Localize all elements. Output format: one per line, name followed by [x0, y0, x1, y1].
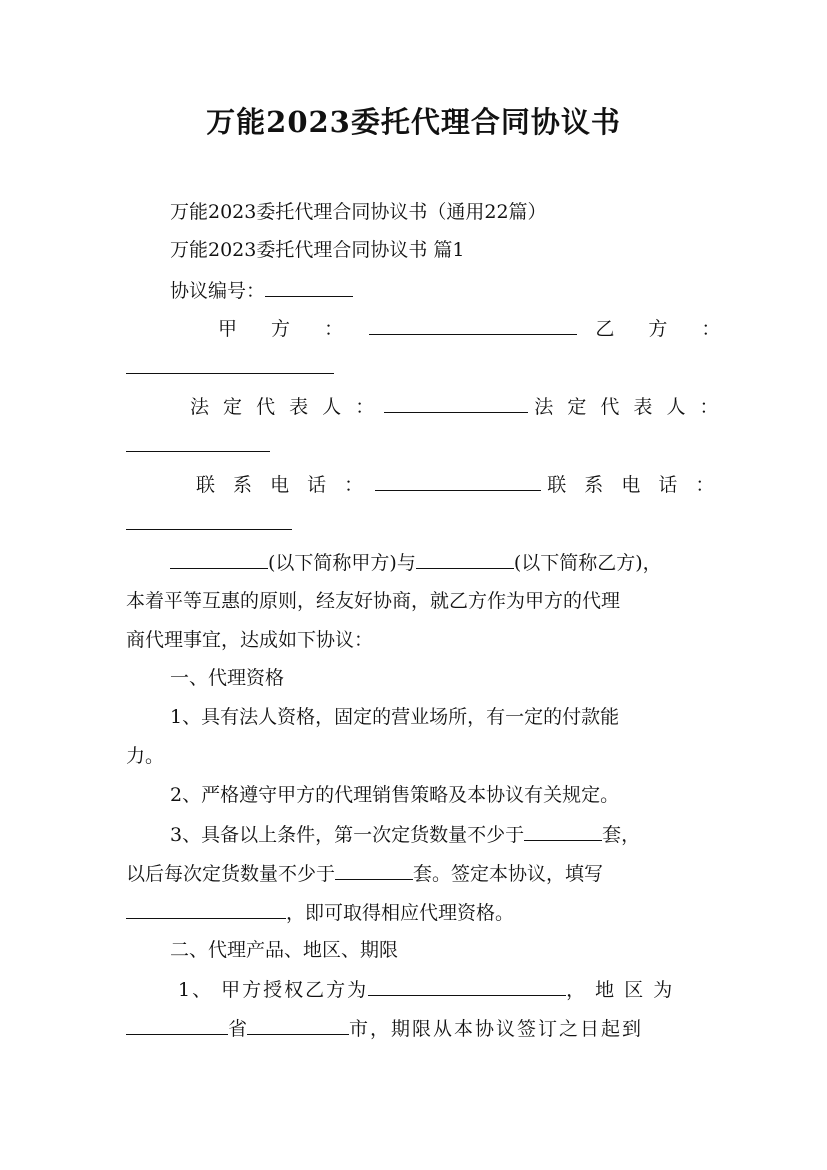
document-title: 万能2023委托代理合同协议书 [206, 105, 621, 139]
province-label: 省 [228, 1018, 248, 1040]
s2-item1-text-b: ， 地 区 为 [566, 979, 675, 1001]
phone-b-blank-row [126, 509, 292, 538]
p1-text-b: (以下简称乙方)， [513, 552, 662, 574]
agreement-no-row [170, 276, 353, 305]
s1-item2: 2、严格遵守甲方的代理销售策略及本协议有关规定。 [170, 784, 620, 806]
legal-rep-b-label: 法 定 代 表 人 ： [534, 396, 723, 418]
legal-rep-a-blank [384, 392, 528, 413]
party-a-label: 甲 方 ： [218, 318, 358, 340]
agent-type-blank [368, 975, 566, 996]
party-a-name-blank [170, 548, 268, 569]
s2-item1-line2-text: 市，期限从本协议签订之日起到 [349, 1018, 644, 1040]
s1-item1-line2: 力。 [126, 745, 165, 767]
p1-line3: 商代理事宜，达成如下协议： [126, 629, 374, 651]
s1-item3-line2-text-a: 以后每次定货数量不少于 [126, 863, 336, 885]
subsequent-order-qty-blank [335, 859, 413, 880]
s1-item3-text-a: 3、具备以上条件，第一次定货数量不少于 [170, 824, 525, 846]
party-a-blank [369, 314, 577, 335]
s1-item3-line1 [170, 820, 640, 849]
phone-b-label: 联 系 电 话 ： [547, 474, 721, 496]
province-blank [126, 1014, 228, 1035]
party-b-blank-row [126, 353, 334, 382]
phone-a-label: 联 系 电 话 ： [196, 474, 370, 496]
party-b-blank [126, 353, 334, 374]
p1-text-a: (以下简称甲方)与 [268, 552, 416, 574]
s1-item1-line1: 1、具有法人资格，固定的营业场所，有一定的付款能 [170, 706, 620, 728]
legal-rep-row [190, 392, 723, 421]
s2-item1-line2 [126, 1014, 643, 1043]
legal-rep-b-blank [126, 431, 270, 452]
s1-item3-line2-text-b: 套。签定本协议，填写 [413, 863, 604, 885]
agreement-no-blank [265, 276, 353, 297]
s1-item3-line2 [126, 859, 603, 888]
agreement-no-label: 协议编号： [170, 280, 266, 302]
party-b-label: 乙 方 ： [595, 318, 735, 340]
s2-item1-text-a: 1、 甲方授权乙方为 [178, 979, 369, 1001]
city-blank [247, 1014, 349, 1035]
s1-item3-text-b: 套， [602, 824, 641, 846]
p1-line2: 本着平等互惠的原则，经友好协商，就乙方作为甲方的代理 [126, 590, 621, 612]
party-a-row [218, 314, 734, 343]
fill-in-blank [126, 898, 286, 919]
document-subtitle: 万能2023委托代理合同协议书（通用22篇） [170, 201, 547, 223]
phone-b-blank [126, 509, 292, 530]
s1-item3-line3 [126, 898, 514, 927]
s2-item1-line1 [178, 975, 674, 1004]
s1-item3-line3-text: ，即可取得相应代理资格。 [286, 902, 515, 924]
first-order-qty-blank [524, 820, 602, 841]
section-1-heading: 一、代理资格 [170, 667, 285, 689]
section-2-heading: 二、代理产品、地区、期限 [170, 939, 399, 961]
part-heading: 万能2023委托代理合同协议书 篇1 [170, 239, 465, 261]
p1-line1 [170, 548, 662, 577]
legal-rep-a-label: 法 定 代 表 人 ： [190, 396, 379, 418]
phone-row [196, 470, 720, 499]
legal-rep-b-blank-row [126, 431, 270, 460]
phone-a-blank [375, 470, 541, 491]
party-b-name-blank [416, 548, 514, 569]
